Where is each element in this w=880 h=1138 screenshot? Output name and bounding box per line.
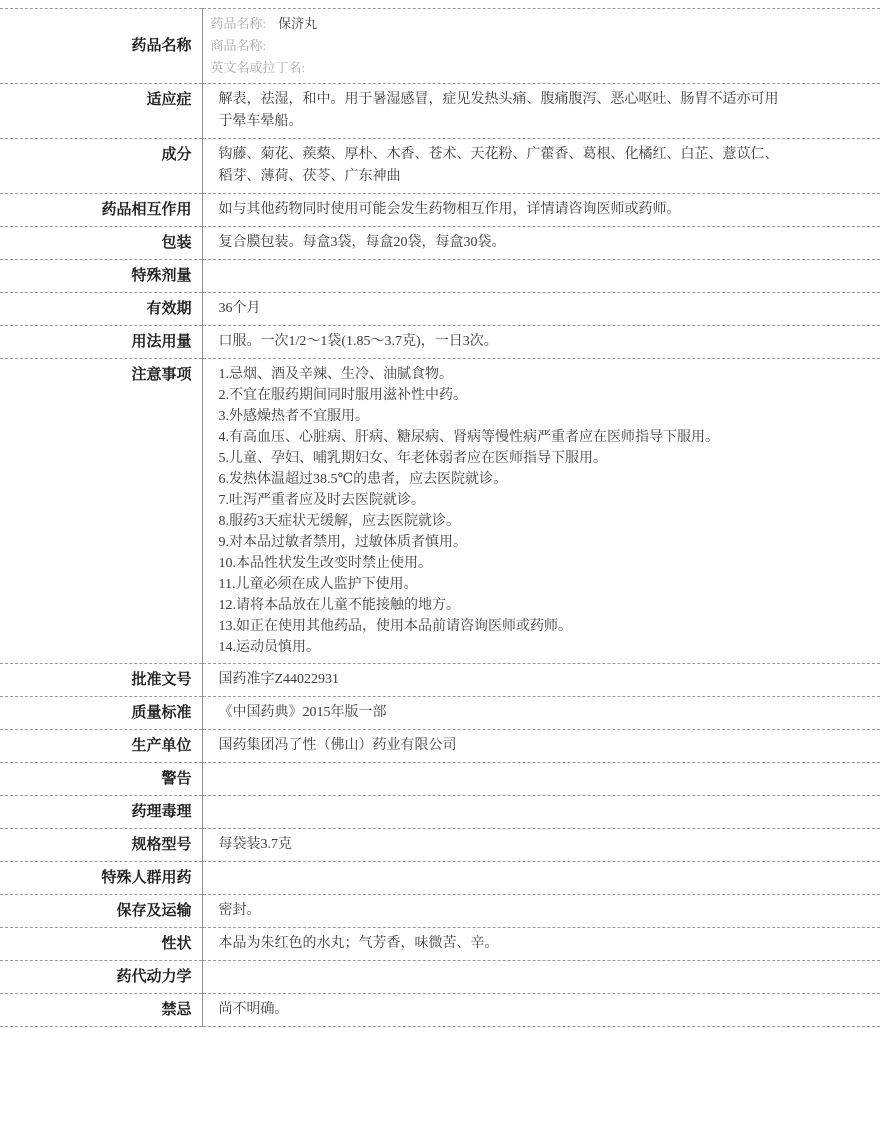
english-name-sublabel: 英文名或拉丁名:: [210, 60, 306, 75]
content-line: 每袋装3.7克: [218, 837, 292, 852]
row-content-dosage-usage: [202, 326, 880, 359]
row-header-drug-interactions: 药品相互作用: [0, 194, 202, 227]
row-header-packaging: 包装: [0, 227, 202, 260]
row-content-quality-standard: [202, 697, 880, 730]
drug-info-table: [0, 8, 880, 1027]
content-line: 如与其他药物同时使用可能会发生药物相互作用，详情请咨询医师或药师。: [218, 202, 681, 217]
row-shelf-life: [0, 293, 880, 326]
row-header-specification: 规格型号: [0, 829, 202, 862]
content-line: 稻芽、薄荷、茯苓、广东神曲: [218, 169, 401, 184]
precaution-item: 3.外感燥热者不宜服用。: [218, 409, 369, 424]
row-header-quality-standard: 质量标准: [0, 697, 202, 730]
row-header-special-dosage: 特殊剂量: [0, 260, 202, 293]
row-content-indications: [202, 84, 880, 139]
row-header-pharmacokinetics: 药代动力学: [0, 961, 202, 994]
row-content-drug-interactions: [202, 194, 880, 227]
drug-name-value: 保济丸: [278, 16, 318, 31]
row-approval-number: [0, 664, 880, 697]
row-header-approval-number: 批准文号: [0, 664, 202, 697]
content-line: 本品为朱红色的水丸；气芳香，味微苦、辛。: [218, 936, 499, 951]
row-drug-interactions: [0, 194, 880, 227]
precaution-item: 8.服药3天症状无缓解，应去医院就诊。: [218, 514, 460, 529]
row-content-ingredients: [202, 139, 880, 194]
row-header-pharmacology-toxicology: 药理毒理: [0, 796, 202, 829]
drug-name-sublabel: 药品名称:: [210, 16, 267, 31]
row-indications: [0, 84, 880, 139]
precaution-item: 10.本品性状发生改变时禁止使用。: [218, 556, 432, 571]
content-line: 尚不明确。: [218, 1002, 289, 1017]
row-content-shelf-life: [202, 293, 880, 326]
trade-name-sublabel: 商品名称:: [210, 38, 267, 53]
row-content-pharmacokinetics: [202, 961, 880, 994]
row-header-indications: 适应症: [0, 84, 202, 139]
row-header-manufacturer: 生产单位: [0, 730, 202, 763]
row-drug-name: [0, 9, 880, 84]
content-line: 于晕车晕船。: [218, 114, 303, 129]
content-line: 口服。一次1/2～1袋(1.85～3.7克)，一日3次。: [218, 334, 498, 349]
row-special-dosage: [0, 260, 880, 293]
row-header-drug-name: 药品名称: [0, 9, 202, 84]
precaution-item: 5.儿童、孕妇、哺乳期妇女、年老体弱者应在医师指导下服用。: [218, 451, 607, 466]
row-header-dosage-usage: 用法用量: [0, 326, 202, 359]
row-pharmacokinetics: [0, 961, 880, 994]
row-content-packaging: [202, 227, 880, 260]
row-content-special-dosage: [202, 260, 880, 293]
row-packaging: [0, 227, 880, 260]
trade-name-line: [211, 35, 871, 57]
row-header-precautions: 注意事项: [0, 359, 202, 664]
row-content-contraindications: [202, 994, 880, 1027]
row-content-pharmacology-toxicology: [202, 796, 880, 829]
row-ingredients: [0, 139, 880, 194]
row-content-storage-transport: [202, 895, 880, 928]
row-warning: [0, 763, 880, 796]
content-line: 《中国药典》2015年版一部: [218, 705, 387, 720]
precaution-item: 12.请将本品放在儿童不能接触的地方。: [218, 598, 460, 613]
precaution-item: 2.不宜在服药期间同时服用滋补性中药。: [218, 388, 467, 403]
english-name-line: [211, 57, 871, 79]
row-special-populations: [0, 862, 880, 895]
row-header-storage-transport: 保存及运输: [0, 895, 202, 928]
precaution-item: 7.吐泻严重者应及时去医院就诊。: [218, 493, 425, 508]
row-header-contraindications: 禁忌: [0, 994, 202, 1027]
precaution-item: 14.运动员慎用。: [218, 640, 320, 655]
precaution-item: 1.忌烟、酒及辛辣、生冷、油腻食物。: [218, 367, 453, 382]
precaution-item: 9.对本品过敏者禁用，过敏体质者慎用。: [218, 535, 467, 550]
content-line: 密封。: [218, 903, 261, 918]
precaution-item: 4.有高血压、心脏病、肝病、糖尿病、肾病等慢性病严重者应在医师指导下服用。: [218, 430, 719, 445]
row-content-precautions: [202, 359, 880, 664]
precaution-item: 6.发热体温超过38.5℃的患者，应去医院就诊。: [218, 472, 508, 487]
row-properties: [0, 928, 880, 961]
drug-name-line: [211, 13, 871, 35]
row-dosage-usage: [0, 326, 880, 359]
row-header-properties: 性状: [0, 928, 202, 961]
row-content-manufacturer: [202, 730, 880, 763]
content-line: 36个月: [218, 301, 261, 316]
row-header-ingredients: 成分: [0, 139, 202, 194]
row-precautions: [0, 359, 880, 664]
row-header-warning: 警告: [0, 763, 202, 796]
content-line: 国药准字Z44022931: [218, 672, 340, 687]
content-line: 复合膜包装。每盒3袋，每盒20袋，每盒30袋。: [218, 235, 506, 250]
precaution-item: 13.如正在使用其他药品，使用本品前请咨询医师或药师。: [218, 619, 572, 634]
row-content-special-populations: [202, 862, 880, 895]
row-storage-transport: [0, 895, 880, 928]
row-content-properties: [202, 928, 880, 961]
content-line: 国药集团冯了性（佛山）药业有限公司: [218, 738, 457, 753]
row-content-warning: [202, 763, 880, 796]
precaution-item: 11.儿童必须在成人监护下使用。: [218, 577, 418, 592]
row-content-specification: [202, 829, 880, 862]
row-header-special-populations: 特殊人群用药: [0, 862, 202, 895]
row-content-approval-number: [202, 664, 880, 697]
row-content-drug-name: [202, 9, 880, 84]
row-pharmacology-toxicology: [0, 796, 880, 829]
row-specification: [0, 829, 880, 862]
content-line: 钩藤、菊花、蒺蔾、厚朴、木香、苍术、天花粉、广藿香、葛根、化橘红、白芷、薏苡仁、: [218, 147, 779, 162]
content-line: 解表，祛湿，和中。用于暑湿感冒，症见发热头痛、腹痛腹泻、恶心呕吐、肠胃不适亦可用: [218, 92, 779, 107]
row-quality-standard: [0, 697, 880, 730]
row-header-shelf-life: 有效期: [0, 293, 202, 326]
row-manufacturer: [0, 730, 880, 763]
row-contraindications: [0, 994, 880, 1027]
